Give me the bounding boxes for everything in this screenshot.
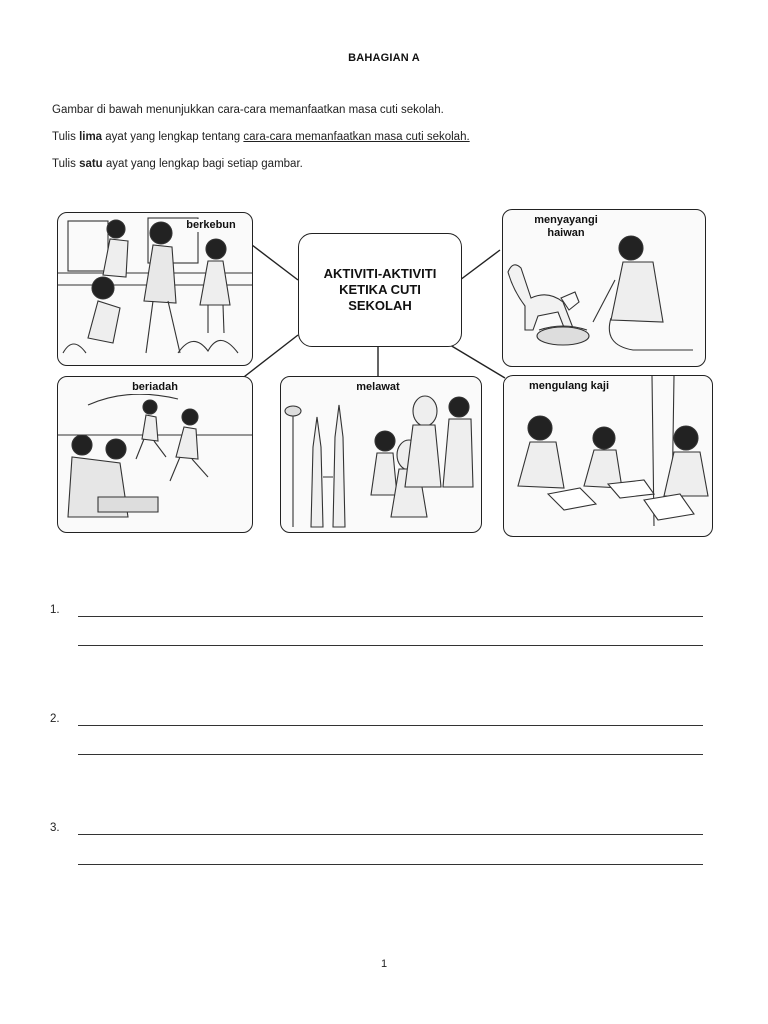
instruction-text: ayat yang lengkap bagi setiap gambar. [102, 158, 303, 170]
exercise-illustration [58, 377, 252, 532]
instruction-bold: satu [79, 158, 103, 170]
panel-beriadah [57, 376, 253, 533]
instruction-text: Gambar di bawah menunjukkan cara-cara memanfaatkan masa cuti sekolah. [52, 104, 444, 116]
panel-label: beriadah [120, 381, 190, 394]
instruction-bold: lima [79, 131, 103, 143]
page-number: 1 [380, 958, 388, 970]
center-topic-box [298, 233, 462, 347]
instruction-underlined: cara-cara memanfaatkan masa cuti sekolah. [243, 131, 470, 143]
gardening-illustration [58, 213, 252, 365]
answer-number: 3. [50, 822, 60, 834]
answer-line[interactable] [78, 754, 703, 755]
answer-number: 2. [50, 713, 60, 725]
center-topic-label: AKTIVITI-AKTIVITI KETIKA CUTI SEKOLAH [323, 266, 437, 313]
panel-label: menyayangi haiwan [511, 214, 621, 240]
panel-berkebun [57, 212, 253, 366]
instruction-text: ayat yang lengkap tentang [102, 131, 244, 143]
page-title: BAHAGIAN A [348, 52, 420, 64]
panel-menyayangi-haiwan [502, 209, 706, 367]
answer-line[interactable] [78, 834, 703, 835]
answer-number: 1. [50, 604, 60, 616]
panel-label: mengulang kaji [504, 380, 634, 393]
answer-line[interactable] [78, 616, 703, 617]
instruction-text: Tulis [52, 131, 80, 143]
answer-line[interactable] [78, 645, 703, 646]
answer-line[interactable] [78, 864, 703, 865]
visiting-illustration [281, 377, 481, 532]
panel-label: berkebun [176, 219, 246, 232]
studying-illustration [504, 376, 712, 536]
panel-melawat [280, 376, 482, 533]
panel-mengulang-kaji [503, 375, 713, 537]
panel-label: melawat [343, 381, 413, 394]
instruction-text: Tulis [52, 158, 80, 170]
answer-line[interactable] [78, 725, 703, 726]
